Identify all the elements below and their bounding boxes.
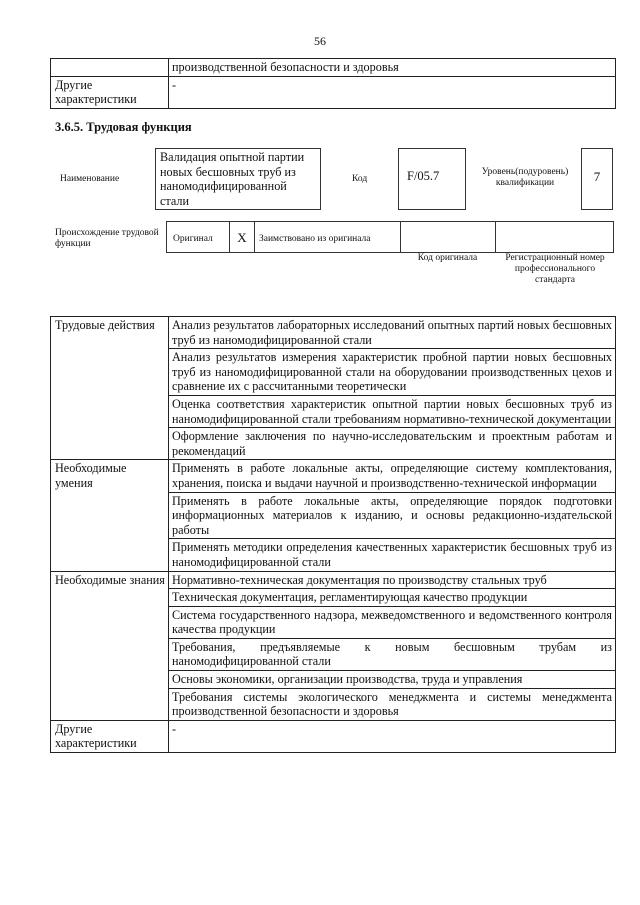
table-cell: Нормативно-техническая документация по производству стальных труб	[169, 571, 616, 589]
group-label: Необходимые умения	[51, 460, 169, 571]
function-name-box	[155, 148, 321, 210]
code-original-label: Код оригинала	[417, 253, 478, 263]
table-row	[51, 59, 616, 77]
main-table	[50, 316, 616, 753]
table-cell: Применять в работе локальные акты, определяющие систему комплектования, хранения, поиска и выдачи научной и производственно-технической информации	[169, 460, 616, 492]
group-label: Необходимые знания	[51, 571, 169, 720]
level-box	[581, 148, 613, 210]
origin-label: Происхождение трудовой функции	[55, 228, 159, 249]
table-cell: Требования, предъявляемые к новым бесшовным трубам из наномодифицированной стали	[169, 638, 616, 670]
original-mark-cell	[230, 222, 255, 252]
table-cell: Основы экономики, организации производства, труда и управления	[169, 671, 616, 689]
group-label: Другие характеристики	[51, 720, 169, 752]
row-label	[51, 59, 169, 77]
row-label: Другие характеристики	[51, 76, 169, 108]
table-cell: Оформление заключения по научно-исследовательским и проектным работам и рекомендаций	[169, 428, 616, 460]
table-cell: Анализ результатов лабораторных исследований опытных партий новых бесшовных труб из наномодифицированной стали	[169, 317, 616, 349]
table-cell: Применять методики определения качественных характеристик бесшовных труб из наномодифицированной стали	[169, 539, 616, 571]
borrowed-cell	[255, 222, 401, 252]
level-label: Уровень(подуровень) квалификации	[481, 167, 569, 188]
table-row	[51, 571, 616, 589]
table-cell: Система государственного надзора, межведомственного и ведомственного контроля качества продукции	[169, 606, 616, 638]
table-cell: Применять в работе локальные акты, определяющие порядок подготовки информационных материалов к изданию, и основы редакционно-издательской работы	[169, 492, 616, 539]
reg-number-cell	[496, 222, 613, 252]
table-row	[51, 317, 616, 349]
top-table	[50, 58, 616, 109]
section-heading: 3.6.5. Трудовая функция	[55, 120, 192, 134]
code-label: Код	[352, 174, 368, 184]
code-original-cell	[401, 222, 496, 252]
original-label: Оригинал	[173, 234, 213, 244]
origin-row	[166, 221, 614, 253]
borrowed-label: Заимствовано из оригинала	[259, 234, 371, 244]
code-box	[398, 148, 466, 210]
page-number: 56	[314, 34, 326, 48]
table-row	[51, 76, 616, 108]
table-cell: Анализ результатов измерения характеристик пробной партии новых бесшовных труб из наномодифицированной стали на оборудовании производственных цехов и сравнение их с рассчитанными теоретически	[169, 349, 616, 396]
table-cell: Оценка соответствия характеристик опытной партии новых бесшовных труб из наномодифицированной стали требованиям нормативно-технической документации	[169, 395, 616, 427]
row-text: производственной безопасности и здоровья	[169, 59, 616, 77]
table-cell: Требования системы экологического менеджмента и системы менеджмента производственной безопасности и здоровья	[169, 688, 616, 720]
level-value: 7	[593, 169, 601, 184]
reg-number-label: Регистрационный номер профессионального стандарта	[505, 253, 605, 285]
table-row	[51, 460, 616, 492]
table-cell: Техническая документация, регламентирующая качество продукции	[169, 589, 616, 607]
code-value: F/05.7	[407, 169, 440, 183]
table-cell: -	[169, 720, 616, 752]
group-label: Трудовые действия	[51, 317, 169, 460]
function-name-value: Валидация опытной партии новых бесшовных труб из наномодифицированной стали	[160, 150, 305, 208]
table-row	[51, 720, 616, 752]
name-label: Наименование	[60, 174, 120, 184]
original-mark: X	[237, 230, 247, 245]
original-cell	[167, 222, 230, 252]
row-text: -	[169, 76, 616, 108]
